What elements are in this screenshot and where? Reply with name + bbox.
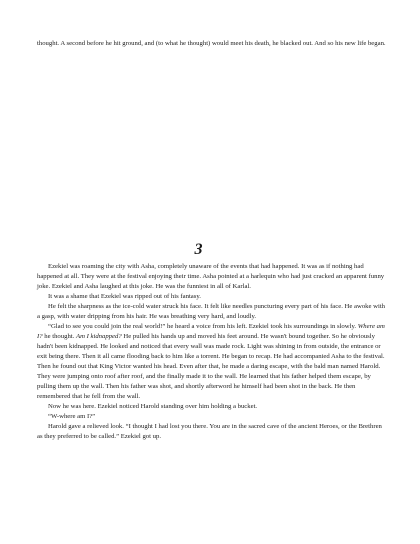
chapter-number: 3 bbox=[194, 241, 203, 258]
paragraph bbox=[37, 322, 387, 402]
text-run: Ezekiel was roaming the city with Asha, completely unaware of the events that had happened. It was as if nothing had happened at all. They were at the festival enjoying their time. Asha pointed at a harlequin who had just cracked an apparent funny joke. Ezekiel and Asha laughed at this joke. He was the funniest in all of Karlal. bbox=[37, 263, 385, 290]
text-run: He pulled his hands up and moved his feet around. He wasn't bound together. So he obviously hadn't been kidnapped. He looked and noticed that every wall was made rock. Light was shining in from outside, the entrance or exit being there. Then it all came flooding back to him like a torrent. He began to recap. He had accompanied Asha to the festival. Then he found out that King Victor wanted his head. Even after that, he made a daring escape, with the bald man named Harold. They were jumping onto roof after roof, and the finally made it to the wall. He learned that his father helped them escape, by pulling them up the wall. Then his father was shot, and shortly afterword he himself had been shot in the back. He then remembered that he fell from the wall. bbox=[37, 333, 385, 400]
text-run: “W-where am I?” bbox=[48, 413, 96, 420]
text-run: he thought. bbox=[42, 333, 77, 340]
text-run: “Glad to see you could join the real world!” he heard a voice from his left. Ezekiel took his surroundings in slowly. bbox=[48, 323, 358, 330]
text-run: Harold gave a relieved look. “I thought I had lost you there. You are in the sacred cave of the ancient Heroes, or the Brethren as they preferred to be called.” Ezekiel got up. bbox=[37, 423, 382, 440]
paragraph bbox=[37, 292, 387, 302]
italic-thought: Am I kidnapped? bbox=[76, 333, 122, 340]
text-run: It was a shame that Ezekiel was ripped out of his fantasy. bbox=[48, 293, 201, 300]
paragraph bbox=[37, 302, 387, 322]
paragraph bbox=[37, 262, 387, 292]
carryover-paragraph: thought. A second before he hit ground, and (to what he thought) would meet his death, he blacked out. And so his new life began. bbox=[37, 40, 386, 47]
paragraph bbox=[37, 412, 387, 422]
text-run: He felt the sharpness as the ice-cold water struck his face. It felt like needles puncturing every part of his face. He awoke with a gasp, with water dripping from his hair. He was breathing very hard, and loudly. bbox=[37, 303, 386, 320]
chapter-body bbox=[37, 262, 387, 442]
italic-thought: Where am I? bbox=[37, 323, 385, 340]
paragraph bbox=[37, 402, 387, 412]
paragraph bbox=[37, 422, 387, 442]
text-run: Now he was here. Ezekiel noticed Harold standing over him holding a bucket. bbox=[48, 403, 258, 410]
